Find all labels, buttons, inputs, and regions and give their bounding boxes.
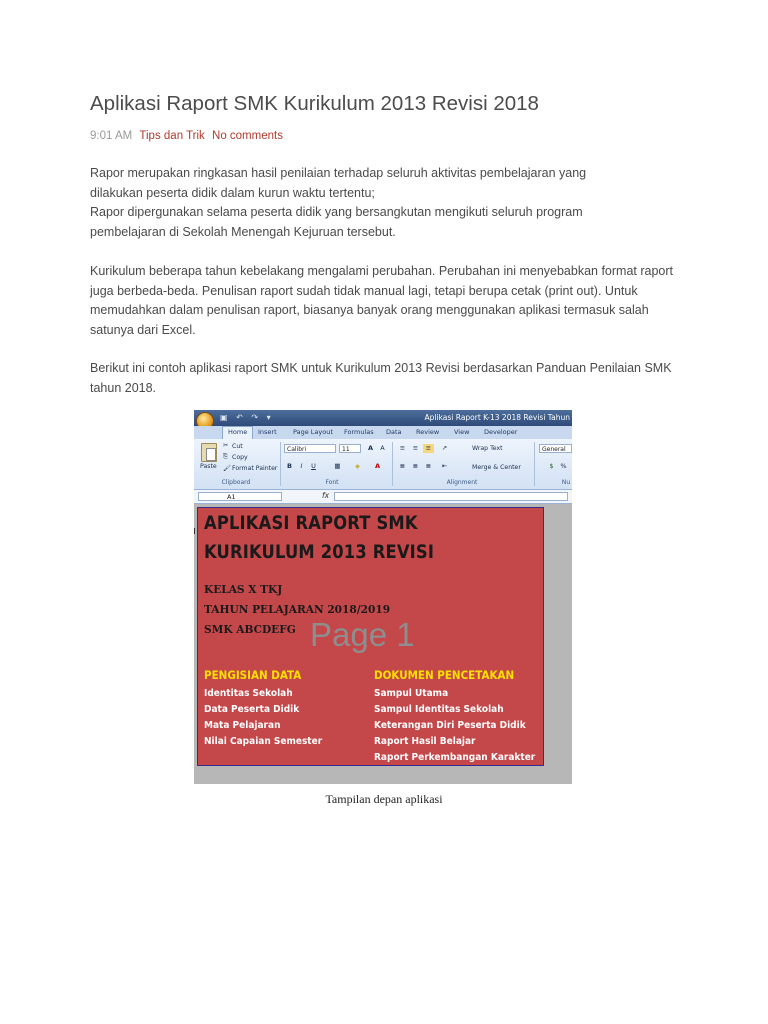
paragraph-line: Berikut ini contoh aplikasi raport SMK untuk Kurikulum 2013 Revisi berdasarkan Panduan Penilaian SMK <box>90 361 672 375</box>
data-entry-heading: PENGISIAN DATA <box>204 668 302 682</box>
paragraph-line: Rapor merupakan ringkasan hasil penilaian terhadap seluruh aktivitas pembelajaran yang <box>90 166 587 180</box>
align-left-icon: ≣ <box>399 462 406 470</box>
group-divider <box>392 442 393 486</box>
sheet-cover <box>197 507 544 766</box>
shrink-font-icon: A <box>380 444 385 452</box>
print-doc-item: Keterangan Diri Peserta Didik <box>374 720 526 731</box>
align-middle-icon: ≡ <box>412 444 419 452</box>
align-right-icon: ≣ <box>425 462 432 470</box>
format-painter-label: Format Painter <box>232 465 278 472</box>
paragraph-1 <box>90 164 586 242</box>
scissors-icon: ✂ <box>223 442 229 449</box>
clipboard-group-label: Clipboard <box>221 479 251 486</box>
cut-label: Cut <box>232 443 243 450</box>
paragraph-line: dilakukan peserta didik dalam kurun waktu tertentu; <box>90 185 375 200</box>
sheet-school: SMK ABCDEFG <box>204 622 296 636</box>
tab-data: Data <box>386 428 402 436</box>
font-size-box: 11 <box>339 444 361 453</box>
tab-developer: Developer <box>484 428 518 436</box>
font-group-label: Font <box>325 479 339 486</box>
align-center-icon: ≣ <box>412 462 419 470</box>
merge-center-label: Merge & Center <box>472 464 521 471</box>
indent-icon: ⇤ <box>441 462 448 470</box>
font-name-box: Calibri <box>284 444 336 453</box>
underline-icon: U <box>311 462 316 470</box>
orientation-icon: ↗ <box>441 444 448 452</box>
cell-cursor <box>194 528 195 534</box>
font-color-icon: A <box>374 462 381 470</box>
print-docs-heading: DOKUMEN PENCETAKAN <box>374 668 515 682</box>
name-box: A1 <box>198 492 282 501</box>
print-doc-item: Sampul Utama <box>374 688 449 699</box>
data-entry-item: Identitas Sekolah <box>204 688 293 699</box>
fill-color-icon: ◈ <box>355 462 360 470</box>
borders-icon: ▦ <box>334 462 341 470</box>
data-entry-item: Data Peserta Didik <box>204 704 300 715</box>
italic-icon: I <box>300 462 303 470</box>
data-entry-item: Nilai Capaian Semester <box>204 736 323 747</box>
group-divider <box>534 442 535 486</box>
sheet-tahun: TAHUN PELAJARAN 2018/2019 <box>204 602 391 616</box>
quick-access-toolbar: ▣ ↶ ↷ ▾ <box>220 413 274 422</box>
print-doc-item: Sampul Identitas Sekolah <box>374 704 504 715</box>
tab-view: View <box>454 428 470 436</box>
number-format-box: General <box>539 444 572 453</box>
formula-bar <box>194 490 572 504</box>
excel-screenshot <box>194 410 572 784</box>
post-time: 9:01 AM <box>90 130 133 142</box>
tab-home: Home <box>222 426 253 439</box>
sheet-title-line-1: APLIKASI RAPORT SMK <box>204 512 418 534</box>
tab-page-layout: Page Layout <box>293 428 333 436</box>
tab-insert: Insert <box>258 428 277 436</box>
paragraph-line: Rapor dipergunakan selama peserta didik yang bersangkutan mengikuti seluruh program <box>90 205 583 219</box>
print-doc-item: Raport Hasil Belajar <box>374 736 476 747</box>
paragraph-line: satunya dari Excel. <box>90 322 196 337</box>
ribbon-tabs <box>194 426 572 439</box>
bold-icon: B <box>287 462 292 470</box>
group-divider <box>280 442 281 486</box>
article-title: Aplikasi Raport SMK Kurikulum 2013 Revisi 2018 <box>90 92 539 115</box>
accounting-icon: $ <box>549 462 554 470</box>
paragraph-line: pembelajaran di Sekolah Menengah Kejuruan tersebut. <box>90 224 396 239</box>
grow-font-icon: A <box>367 444 374 452</box>
alignment-group-label: Alignment <box>446 479 478 486</box>
format-painter-icon: 🖌 <box>223 465 231 472</box>
copy-label: Copy <box>232 454 248 461</box>
formula-input <box>334 492 568 501</box>
paragraph-line: memudahkan dalam penulisan raport, biasanya banyak orang menggunakan aplikasi termasuk salah <box>90 303 649 317</box>
excel-title-bar <box>194 410 572 426</box>
paste-icon <box>201 443 217 462</box>
paste-label: Paste <box>200 463 217 470</box>
align-bottom-icon: ≡ <box>423 444 434 453</box>
sheet-kelas: KELAS X TKJ <box>204 582 283 596</box>
excel-window-title: Aplikasi Raport K-13 2018 Revisi Tahun <box>424 413 570 422</box>
paragraph-2 <box>90 262 673 340</box>
percent-icon: % <box>560 462 567 470</box>
post-meta <box>90 130 283 142</box>
tab-review: Review <box>416 428 440 436</box>
ribbon-home <box>194 439 572 490</box>
data-entry-item: Mata Pelajaran <box>204 720 281 731</box>
sheet-title-line-2: KURIKULUM 2013 REVISI <box>204 541 435 563</box>
fx-icon: fx <box>322 491 330 500</box>
paragraph-line: Kurikulum beberapa tahun kebelakang mengalami perubahan. Perubahan ini menyebabkan format raport <box>90 264 674 278</box>
paragraph-line: juga berbeda-beda. Penulisan raport sudah tidak manual lagi, tetapi berupa cetak (print out). Untuk <box>90 283 638 298</box>
image-caption: Tampilan depan aplikasi <box>325 792 443 806</box>
paragraph-3 <box>90 359 672 398</box>
tab-formulas: Formulas <box>344 428 374 436</box>
comments-link[interactable]: No comments <box>212 130 283 142</box>
wrap-text-label: Wrap Text <box>472 445 503 452</box>
number-group-label: Nu <box>561 479 571 486</box>
align-top-icon: ≡ <box>399 444 406 452</box>
page-break-watermark: Page 1 <box>310 616 415 653</box>
category-link[interactable]: Tips dan Trik <box>139 130 205 142</box>
copy-icon: ⎘ <box>223 453 228 460</box>
paragraph-line: tahun 2018. <box>90 380 157 395</box>
print-doc-item: Raport Perkembangan Karakter <box>374 752 536 763</box>
